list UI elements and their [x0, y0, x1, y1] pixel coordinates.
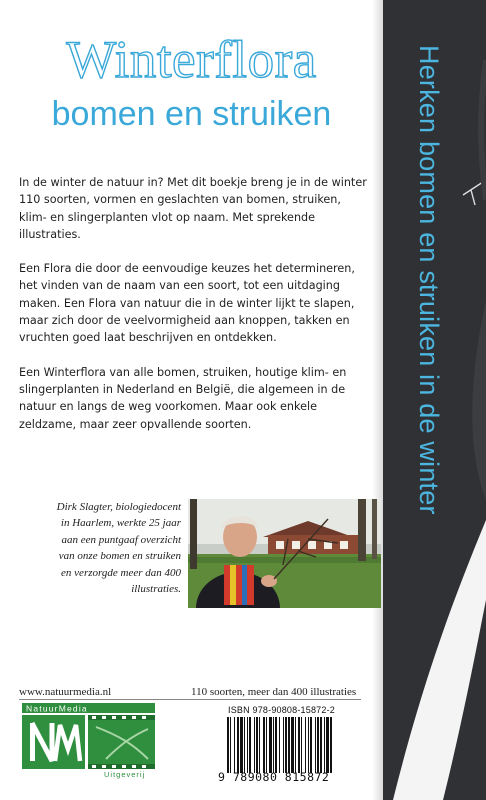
barcode-bar	[324, 717, 325, 773]
barcode-bar	[259, 717, 260, 773]
book-title: Winterflora	[66, 31, 317, 89]
barcode-bar	[244, 717, 245, 773]
barcode-bar	[279, 717, 280, 773]
barcode-bar	[240, 717, 243, 773]
barcode-bar	[234, 717, 235, 773]
barcode-bar	[275, 717, 277, 773]
barcode-bar	[227, 717, 229, 773]
barcode-bar	[308, 717, 309, 773]
barcode-bar	[273, 717, 274, 773]
publisher-url: www.natuurmedia.nl	[19, 686, 112, 698]
barcode-bar	[330, 717, 332, 773]
blurb-paragraph: In de winter de natuur in? Met dit boekje breng je in de winter 110 soorten, vormen en geslachten van bomen, struiken, klim- en slingerplanten vlot op naam. Met sprekende illustraties.	[19, 176, 367, 241]
barcode-bar	[288, 717, 290, 773]
barcode-bar	[230, 717, 231, 773]
barcode-bar	[237, 717, 239, 773]
publisher-name: NatuurMedia	[26, 703, 88, 714]
author-photo	[188, 499, 381, 608]
barcode-bar	[269, 717, 272, 773]
barcode-bar	[317, 717, 319, 773]
barcode-bar	[305, 717, 306, 773]
blurb-paragraph: Een Winterflora van alle bomen, struiken, houtige klim- en slingerplanten in Nederland en België, die algemeen in de natuur en langs de weg voorkomen. Maar ook enkele zeldzame, maar zeer opvallende soorten.	[19, 365, 347, 431]
barcode-bar	[254, 717, 255, 773]
barcode-digits: 9 789080 815872	[218, 770, 330, 784]
barcode-bar	[295, 717, 296, 773]
spine-title: Herken bomen en struiken in de winter	[414, 45, 444, 515]
isbn-label: ISBN 978-90808-15872-2	[228, 705, 335, 715]
barcode-bar	[285, 717, 287, 773]
barcode-bar	[298, 717, 300, 773]
publisher-label: Uitgeverij	[104, 770, 146, 779]
barcode-bar	[291, 717, 294, 773]
barcode-bar	[283, 717, 284, 773]
barcode-bar	[256, 717, 258, 773]
barcode-bar	[301, 717, 302, 773]
footer-divider	[19, 699, 361, 700]
barcode-bar	[320, 717, 322, 773]
barcode-bar	[310, 717, 312, 773]
author-bio: Dirk Slagter, biologiedocent in Haarlem, werkte 25 jaar aan een puntgaaf overzicht van onze bomen en struiken en verzorgde meer dan 400 illustraties.	[56, 501, 181, 596]
blurb-text	[19, 174, 369, 450]
barcode-bar	[266, 717, 267, 773]
barcode-bar	[326, 717, 329, 773]
contents-summary: 110 soorten, meer dan 400 illustraties	[191, 686, 357, 698]
barcode-bar	[249, 717, 251, 773]
book-subtitle: bomen en struiken	[51, 95, 332, 133]
blurb-paragraph: Een Flora die door de eenvoudige keuzes het determineren, het vinden van de naam van een soort, tot een uitdaging maken. Een Flora van natuur die in de winter lijkt te slapen, maar zich door de veelvormigheid aan knoppen, takken en vruchten goed laat beschrijven en ontdekken.	[19, 262, 355, 345]
barcode-bar	[247, 717, 248, 773]
isbn-barcode	[227, 717, 359, 773]
barcode-bar	[263, 717, 265, 773]
barcode-bar	[315, 717, 316, 773]
publisher-logo	[22, 703, 162, 781]
